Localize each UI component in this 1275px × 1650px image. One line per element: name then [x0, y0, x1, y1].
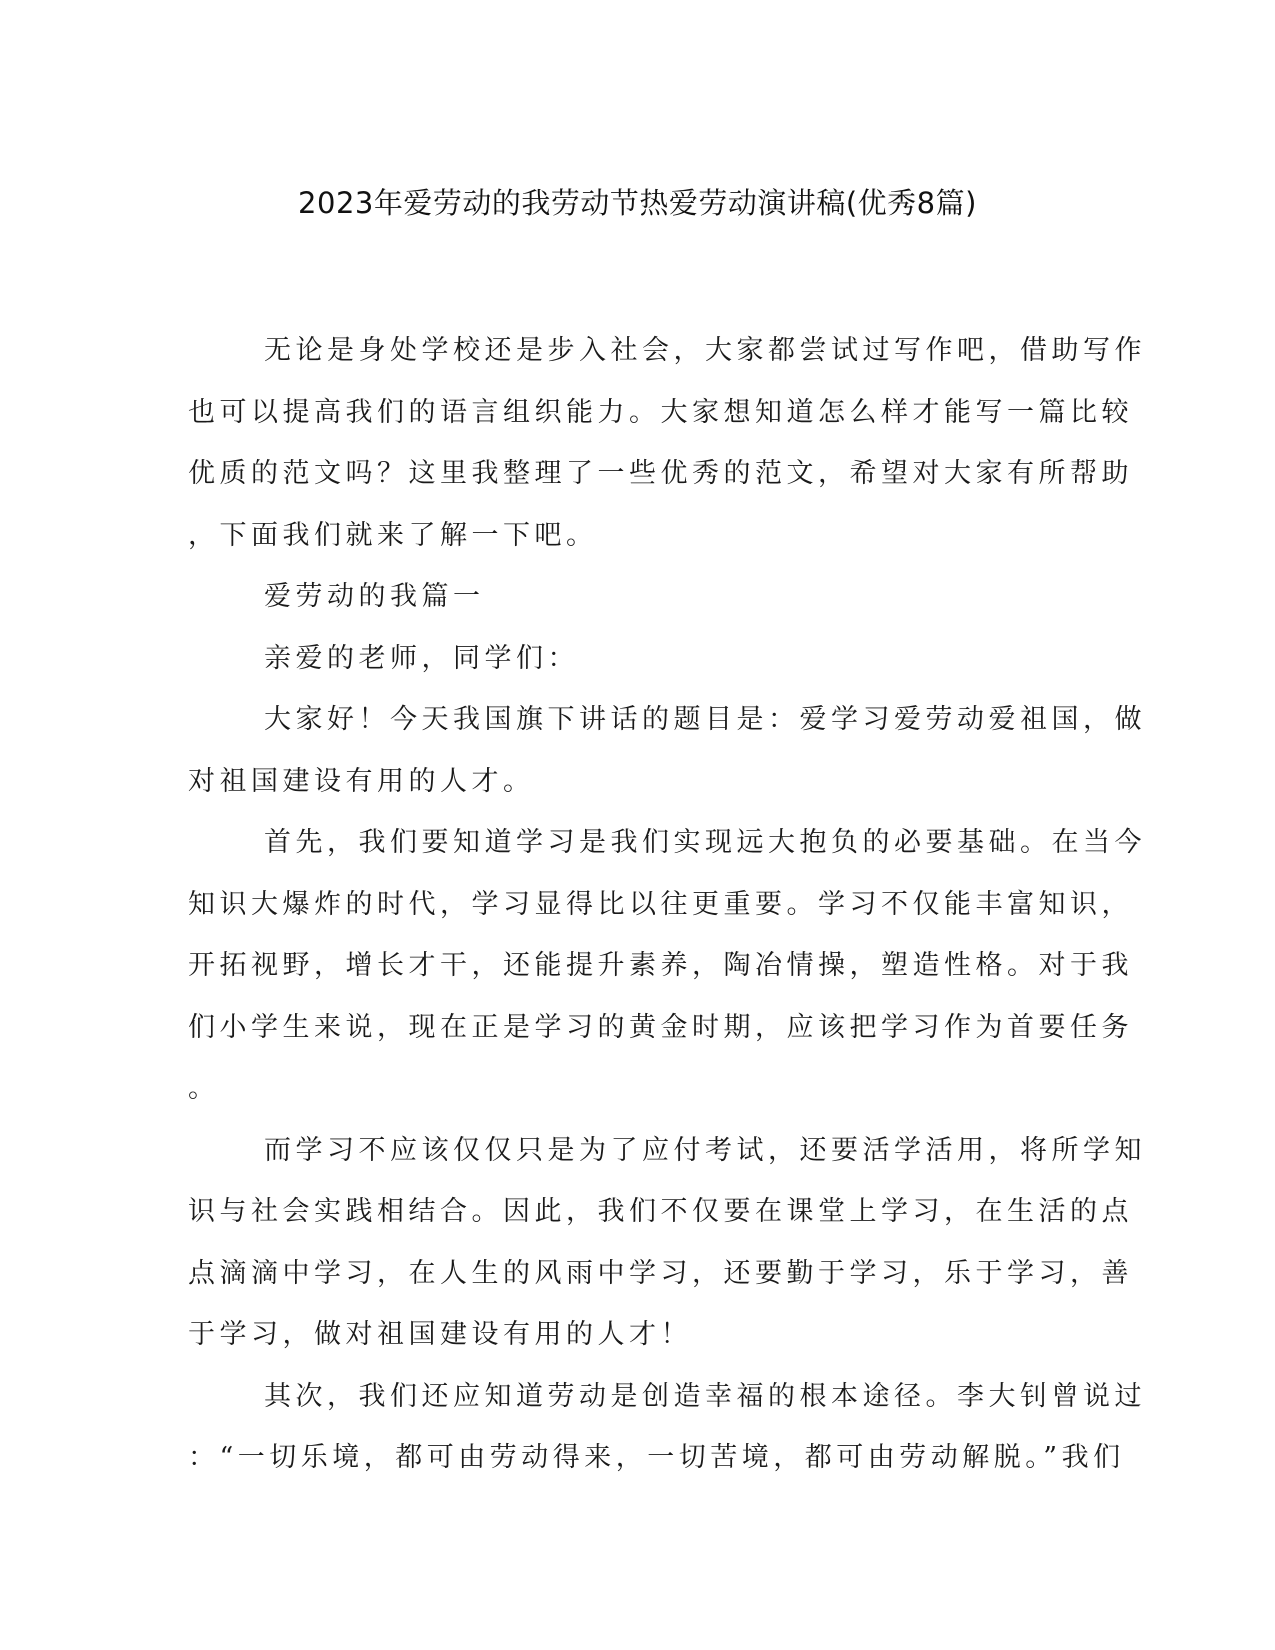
body-line: 首先，我们要知道学习是我们实现远大抱负的必要基础。在当今	[264, 827, 1146, 858]
body-line: 对祖国建设有用的人才。	[188, 765, 535, 797]
body-line: 点滴滴中学习，在人生的风雨中学习，还要勤于学习，乐于学习，善	[188, 1257, 1133, 1289]
body-line: 也可以提高我们的语言组织能力。大家想知道怎么样才能写一篇比较	[188, 396, 1133, 428]
body-line: ，下面我们就来了解一下吧。	[188, 519, 598, 551]
body-line: 于学习，做对祖国建设有用的人才！	[188, 1319, 692, 1350]
body-line: 。	[188, 1073, 220, 1104]
section-heading: 爱劳动的我篇一	[264, 581, 485, 612]
document-body	[188, 320, 1146, 1489]
body-line: 其次，我们还应知道劳动是创造幸福的根本途径。李大钊曾说过	[264, 1380, 1146, 1412]
body-line: 开拓视野，增长才干，还能提升素养，陶冶情操，塑造性格。对于我	[188, 950, 1133, 981]
salutation: 亲爱的老师，同学们：	[264, 642, 579, 674]
body-line: 大家好！今天我国旗下讲话的题目是：爱学习爱劳动爱祖国，做	[264, 704, 1146, 735]
body-line: 而学习不应该仅仅只是为了应付考试，还要活学活用，将所学知	[264, 1134, 1146, 1166]
body-line: 知识大爆炸的时代，学习显得比以往更重要。学习不仅能丰富知识，	[188, 888, 1133, 920]
body-line: 识与社会实践相结合。因此，我们不仅要在课堂上学习，在生活的点	[188, 1196, 1133, 1227]
body-line: 优质的范文吗？这里我整理了一些优秀的范文，希望对大家有所帮助	[188, 458, 1133, 489]
document-title: 2023年爱劳动的我劳动节热爱劳动演讲稿(优秀8篇)	[298, 186, 977, 220]
body-line: ：“一切乐境，都可由劳动得来，一切苦境，都可由劳动解脱。”我们	[188, 1442, 1125, 1473]
body-line: 无论是身处学校还是步入社会，大家都尝试过写作吧，借助写作	[264, 335, 1146, 366]
body-line: 们小学生来说，现在正是学习的黄金时期，应该把学习作为首要任务	[188, 1011, 1133, 1043]
